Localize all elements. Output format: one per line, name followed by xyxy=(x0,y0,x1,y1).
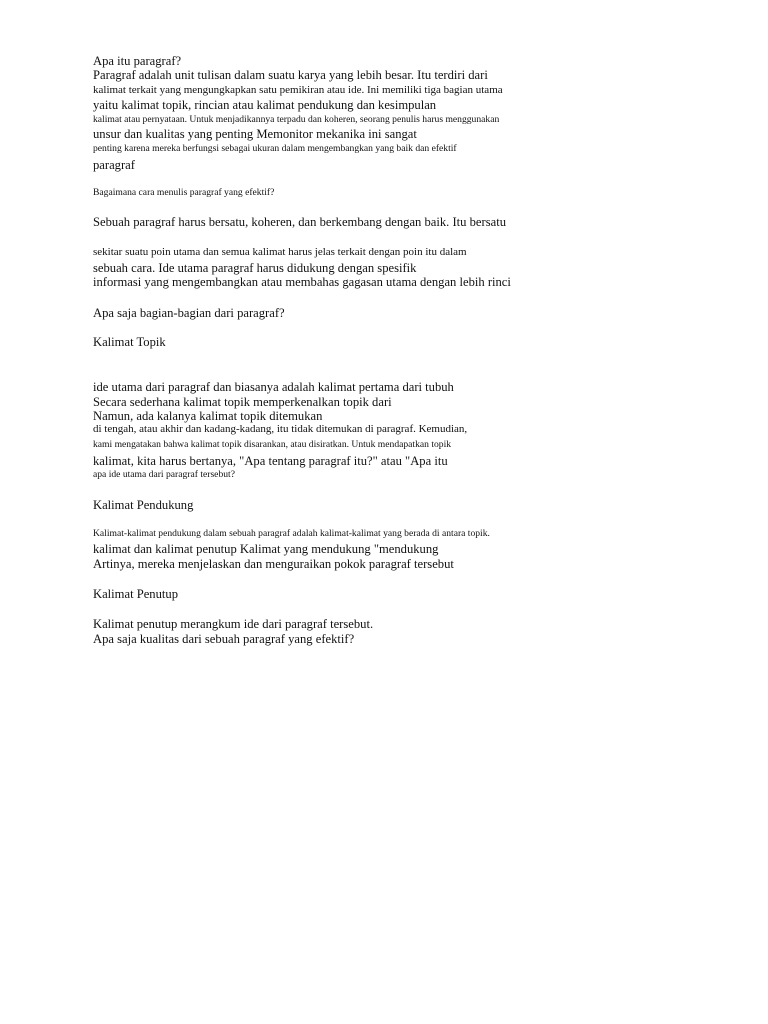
text-line: ide utama dari paragraf dan biasanya adalah kalimat pertama dari tubuh xyxy=(93,380,454,394)
text-line: kami mengatakan bahwa kalimat topik disarankan, atau disiratkan. Untuk mendapatkan topik xyxy=(93,439,452,450)
text-line: yaitu kalimat topik, rincian atau kalimat pendukung dan kesimpulan xyxy=(93,98,437,112)
text-line: kalimat terkait yang mengungkapkan satu pemikiran atau ide. Ini memiliki tiga bagian utama xyxy=(93,84,503,96)
text-line: Secara sederhana kalimat topik memperkenalkan topik dari xyxy=(93,395,392,409)
text-line: penting karena mereka berfungsi sebagai ukuran dalam mengembangkan yang baik dan efektif xyxy=(93,143,457,154)
section-heading-cara-menulis: Bagaimana cara menulis paragraf yang efektif? xyxy=(93,187,275,198)
text-line: kalimat dan kalimat penutup Kalimat yang mendukung "mendukung xyxy=(93,542,439,556)
text-line: informasi yang mengembangkan atau membahas gagasan utama dengan lebih rinci xyxy=(93,275,511,289)
text-line: paragraf xyxy=(93,158,135,172)
text-line: Paragraf adalah unit tulisan dalam suatu karya yang lebih besar. Itu terdiri dari xyxy=(93,68,488,82)
section-heading-bagian-paragraf: Apa saja bagian-bagian dari paragraf? xyxy=(93,306,285,320)
section-heading-kalimat-penutup: Kalimat Penutup xyxy=(93,587,178,601)
section-heading-kalimat-pendukung: Kalimat Pendukung xyxy=(93,498,194,512)
section-heading-kalimat-topik: Kalimat Topik xyxy=(93,335,166,349)
text-line: Kalimat penutup merangkum ide dari paragraf tersebut. xyxy=(93,617,374,631)
text-line: di tengah, atau akhir dan kadang-kadang, itu tidak ditemukan di paragraf. Kemudian, xyxy=(93,423,468,435)
section-heading-apa-itu-paragraf: Apa itu paragraf? xyxy=(93,54,182,68)
text-line: sebuah cara. Ide utama paragraf harus didukung dengan spesifik xyxy=(93,261,417,275)
text-line: Apa saja kualitas dari sebuah paragraf yang efektif? xyxy=(93,632,355,646)
text-line: Kalimat-kalimat pendukung dalam sebuah paragraf adalah kalimat-kalimat yang berada di antara topik. xyxy=(93,528,490,539)
text-line: Namun, ada kalanya kalimat topik ditemukan xyxy=(93,409,323,423)
text-line: Artinya, mereka menjelaskan dan menguraikan pokok paragraf tersebut xyxy=(93,557,454,571)
text-line: kalimat, kita harus bertanya, "Apa tentang paragraf itu?" atau "Apa itu xyxy=(93,454,448,468)
text-line: kalimat atau pernyataan. Untuk menjadikannya terpadu dan koheren, seorang penulis harus menggunakan xyxy=(93,114,500,125)
text-line: unsur dan kualitas yang penting Memonitor mekanika ini sangat xyxy=(93,127,417,141)
text-line: sekitar suatu poin utama dan semua kalimat harus jelas terkait dengan poin itu dalam xyxy=(93,246,467,258)
text-line: Sebuah paragraf harus bersatu, koheren, dan berkembang dengan baik. Itu bersatu xyxy=(93,215,506,229)
text-line: apa ide utama dari paragraf tersebut? xyxy=(93,469,235,480)
